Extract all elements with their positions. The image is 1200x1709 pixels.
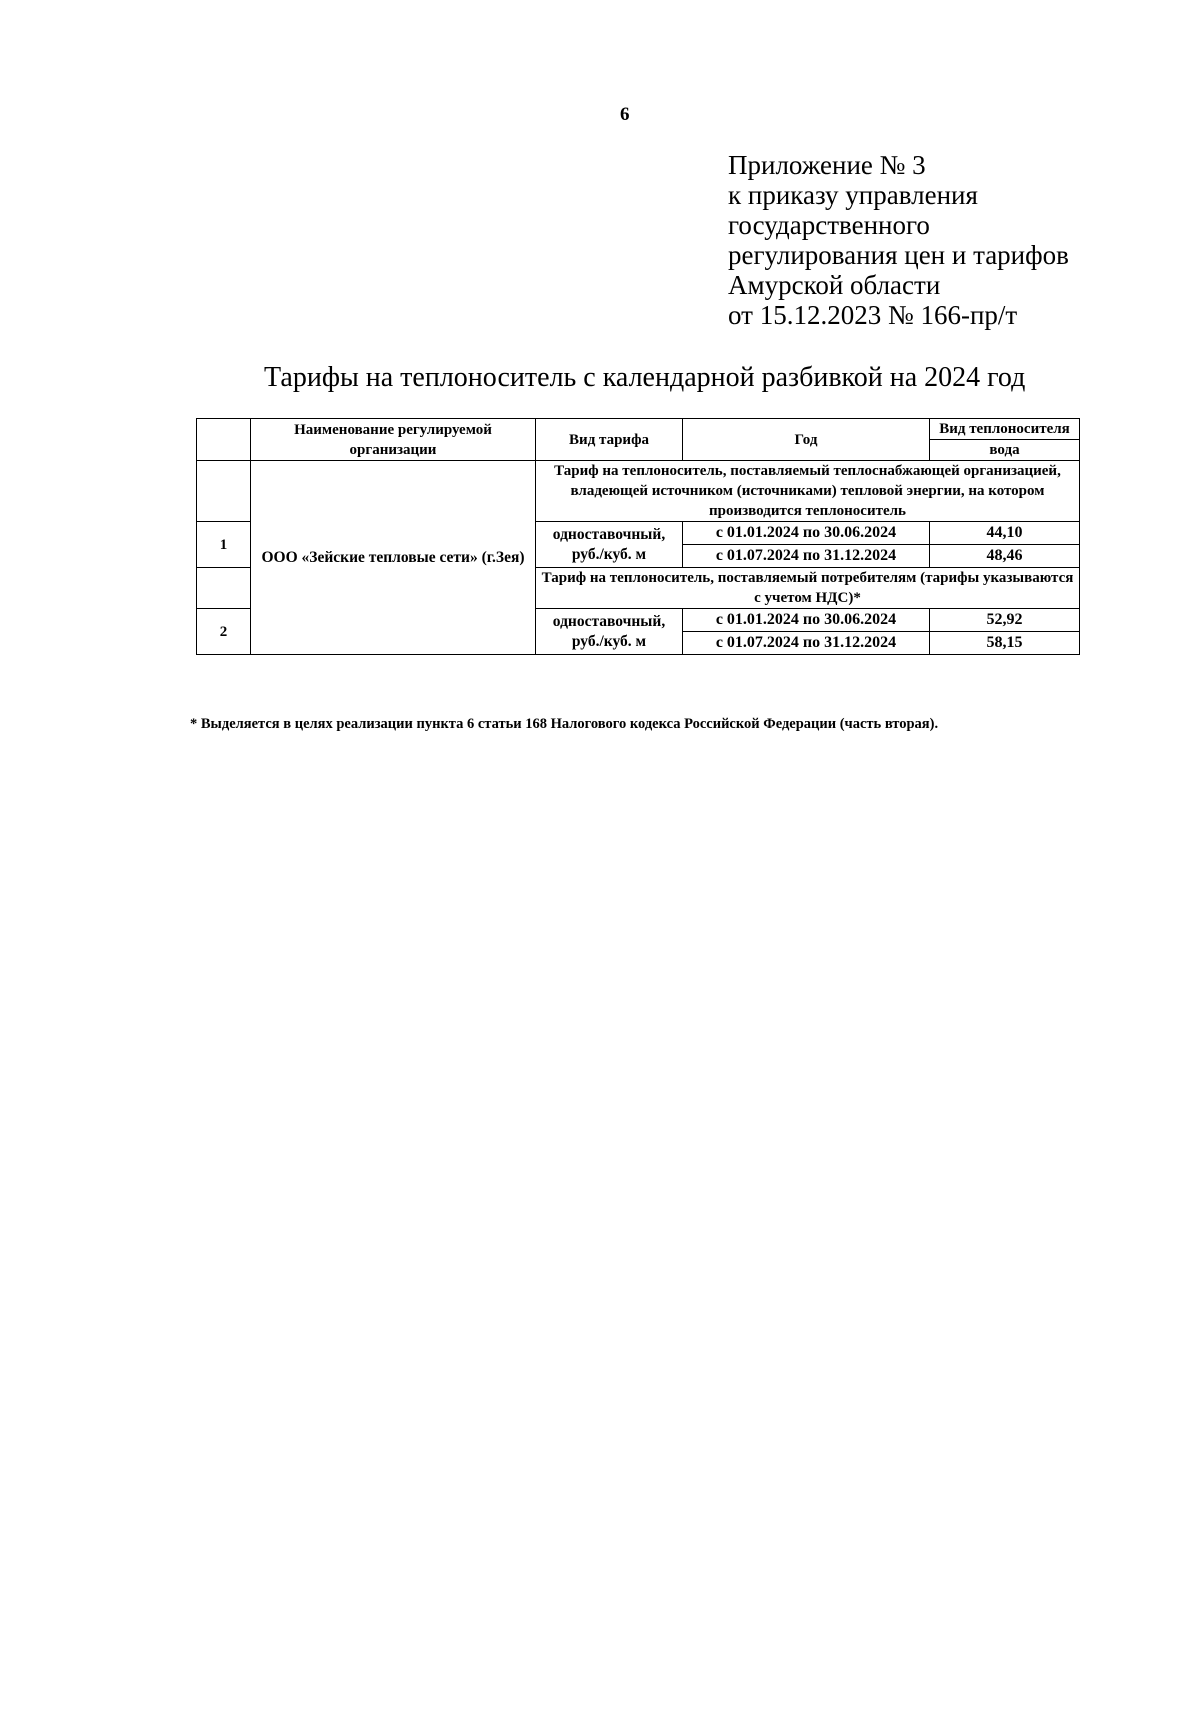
footnote: * Выделяется в целях реализации пункта 6 статьи 168 Налогового кодекса Российской Федерации (часть вторая). bbox=[190, 716, 939, 732]
period-cell: с 01.01.2024 по 30.06.2024 bbox=[683, 609, 930, 632]
header-tariff-type: Вид тарифа bbox=[536, 419, 683, 461]
header-number-cell bbox=[197, 419, 251, 461]
value-cell: 52,92 bbox=[930, 609, 1080, 632]
header-carrier-type: Вид теплоносителя bbox=[930, 419, 1080, 440]
section-heading: Тариф на теплоноситель, поставляемый теплоснабжающей организацией, владеющей источником (источниками) тепловой энергии, на котором производится теплоноситель bbox=[536, 461, 1080, 522]
section-heading-row bbox=[197, 461, 1080, 522]
appendix-line: Амурской области bbox=[728, 270, 941, 300]
period-cell: с 01.01.2024 по 30.06.2024 bbox=[683, 522, 930, 545]
tariff-type-cell: одноставочный, руб./куб. м bbox=[536, 522, 683, 568]
section-number-empty bbox=[197, 461, 251, 522]
value-cell: 44,10 bbox=[930, 522, 1080, 545]
appendix-line: государственного bbox=[728, 210, 930, 240]
organization-name: ООО «Зейские тепловые сети» (г.Зея) bbox=[251, 461, 536, 655]
appendix-block bbox=[728, 150, 1069, 330]
header-org-name: Наименование регулируемой организации bbox=[251, 419, 536, 461]
row-number: 1 bbox=[197, 522, 251, 568]
header-year: Год bbox=[683, 419, 930, 461]
value-cell: 48,46 bbox=[930, 545, 1080, 568]
value-cell: 58,15 bbox=[930, 632, 1080, 655]
tariff-type-cell: одноставочный, руб./куб. м bbox=[536, 609, 683, 655]
period-cell: с 01.07.2024 по 31.12.2024 bbox=[683, 632, 930, 655]
appendix-line: Приложение № 3 bbox=[728, 150, 926, 180]
header-row bbox=[197, 419, 1080, 440]
section-heading: Тариф на теплоноситель, поставляемый потребителям (тарифы указываются с учетом НДС)* bbox=[536, 568, 1080, 609]
period-cell: с 01.07.2024 по 31.12.2024 bbox=[683, 545, 930, 568]
row-number: 2 bbox=[197, 609, 251, 655]
appendix-line: к приказу управления bbox=[728, 180, 978, 210]
page-number: 6 bbox=[620, 104, 630, 125]
document-title: Тарифы на теплоноситель с календарной разбивкой на 2024 год bbox=[264, 362, 1026, 393]
section-number-empty bbox=[197, 568, 251, 609]
appendix-line: регулирования цен и тарифов bbox=[728, 240, 1069, 270]
tariff-table bbox=[196, 418, 1080, 655]
appendix-line: от 15.12.2023 № 166-пр/т bbox=[728, 300, 1018, 330]
header-carrier-value: вода bbox=[930, 440, 1080, 461]
